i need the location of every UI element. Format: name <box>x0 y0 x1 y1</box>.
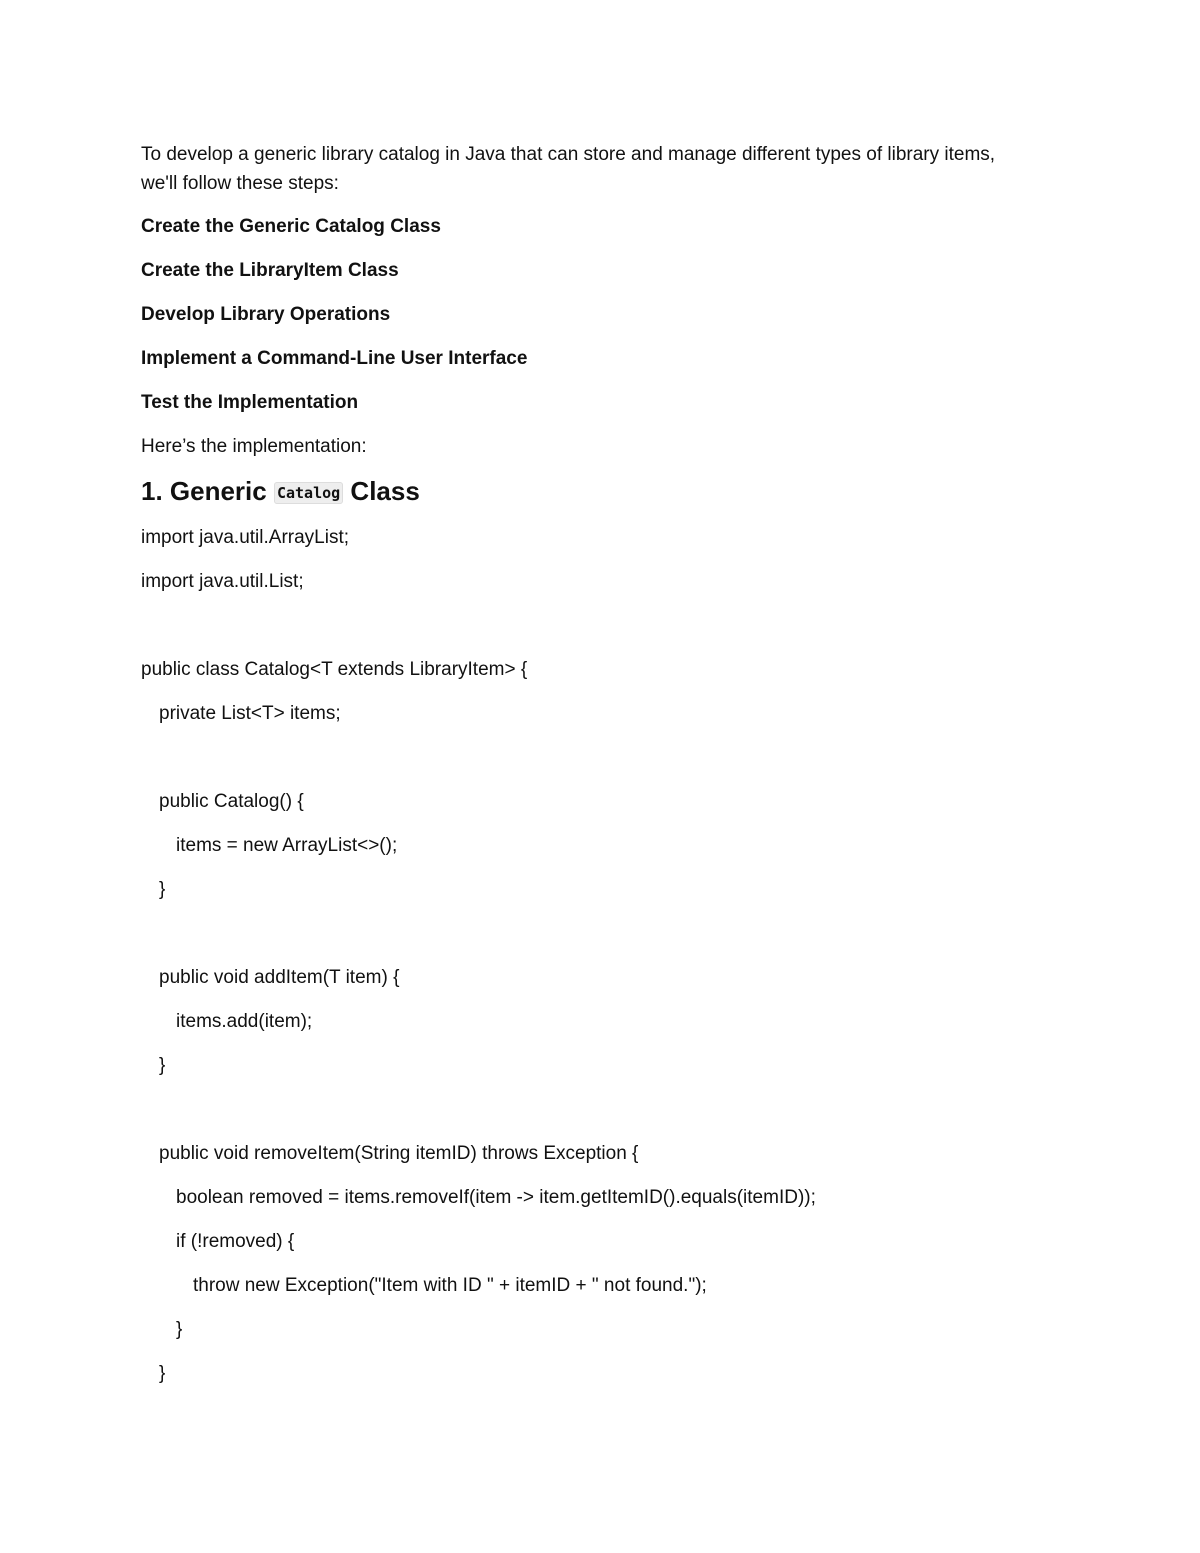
section-heading-code: Catalog <box>274 482 343 504</box>
section-heading-suffix: Class <box>350 476 420 506</box>
document-body <box>141 140 1021 1403</box>
step-item: Create the Generic Catalog Class <box>141 216 441 237</box>
section-heading-number: 1. Generic <box>141 476 267 506</box>
code-block <box>141 523 1021 1388</box>
code-line: public Catalog() { <box>159 791 304 812</box>
code-line: if (!removed) { <box>176 1231 295 1252</box>
implementation-lead-in: Here’s the implementation: <box>141 436 367 457</box>
intro-paragraph: To develop a generic library catalog in Java that can store and manage different types of library items, we'll follow these steps: <box>141 144 996 194</box>
code-line: items = new ArrayList<>(); <box>176 835 398 856</box>
steps-list <box>141 212 1021 417</box>
step-item: Implement a Command-Line User Interface <box>141 348 528 369</box>
code-line: public class Catalog<T extends LibraryItem> { <box>141 659 528 680</box>
code-line: private List<T> items; <box>159 703 341 724</box>
code-line: } <box>176 1319 183 1340</box>
step-item: Develop Library Operations <box>141 304 391 325</box>
code-line: items.add(item); <box>176 1011 313 1032</box>
code-line: import java.util.List; <box>141 571 304 592</box>
section-heading <box>141 471 1021 513</box>
code-line: throw new Exception("Item with ID " + itemID + " not found."); <box>193 1275 707 1296</box>
step-item: Test the Implementation <box>141 392 359 413</box>
code-line: } <box>159 1055 166 1076</box>
code-line: public void addItem(T item) { <box>159 967 400 988</box>
code-line: public void removeItem(String itemID) throws Exception { <box>159 1143 639 1164</box>
step-item: Create the LibraryItem Class <box>141 260 399 281</box>
code-line: } <box>159 879 166 900</box>
code-line: import java.util.ArrayList; <box>141 527 350 548</box>
code-line: boolean removed = items.removeIf(item -> item.getItemID().equals(itemID)); <box>176 1187 816 1208</box>
code-line: } <box>159 1363 166 1384</box>
